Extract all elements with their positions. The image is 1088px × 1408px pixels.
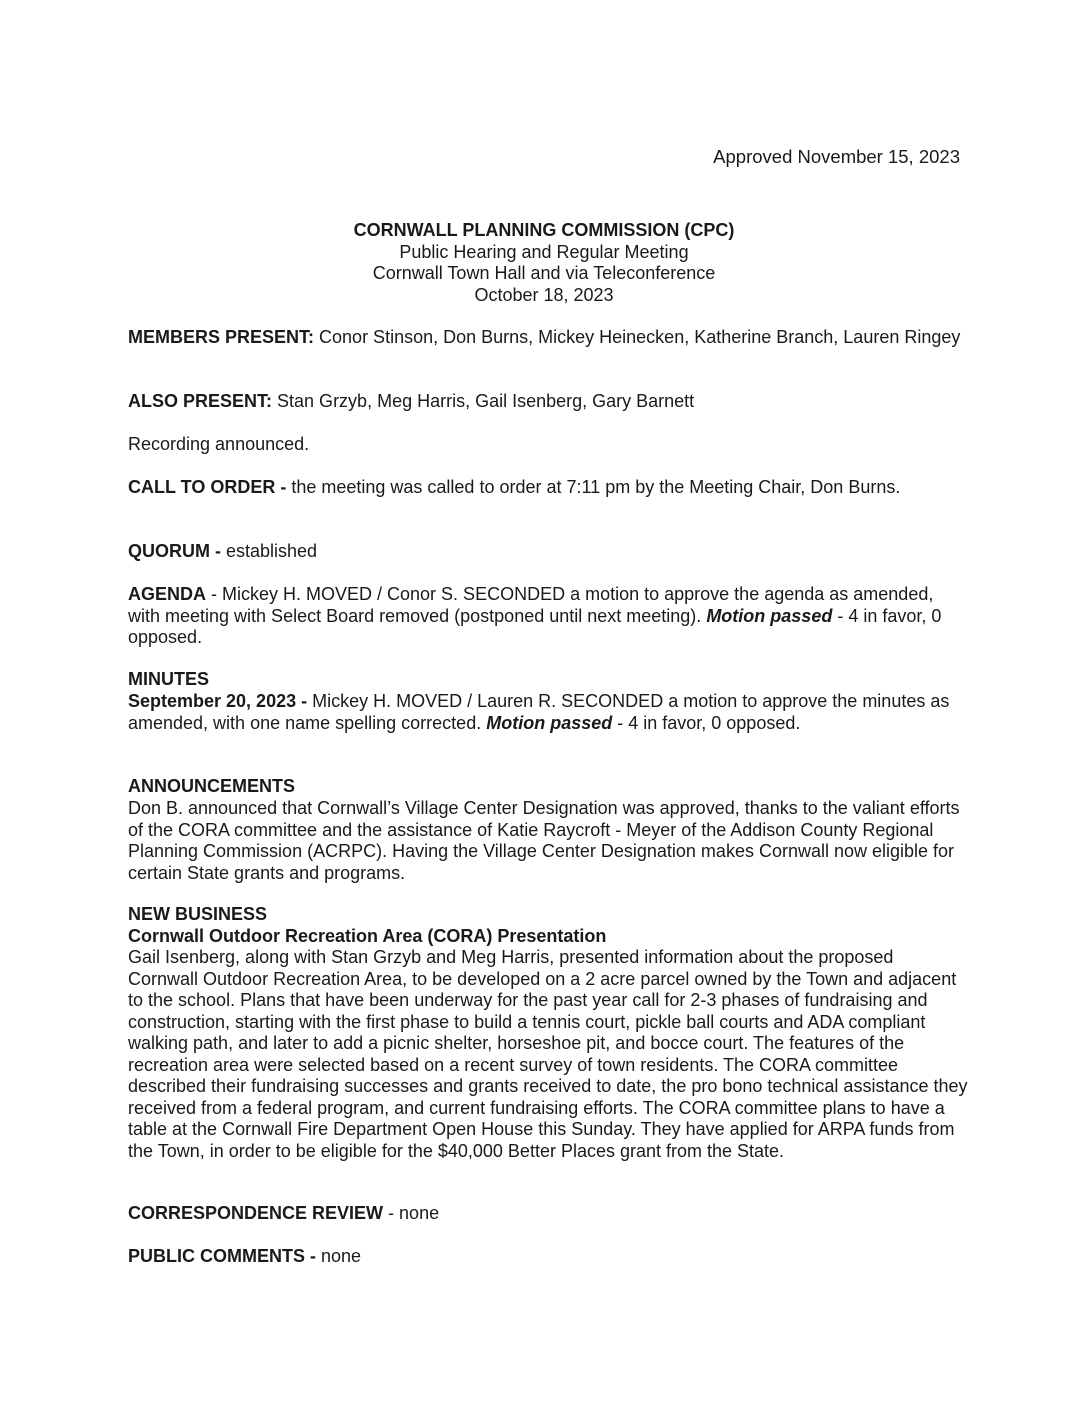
call-to-order-text: the meeting was called to order at 7:11 pm by the Meeting Chair, Don Burns. bbox=[286, 477, 901, 497]
quorum-text: established bbox=[221, 541, 318, 561]
minutes-motion: Motion passed bbox=[486, 712, 613, 733]
cora-presentation-text: Gail Isenberg, along with Stan Grzyb and Meg Harris, presented information about the proposed Cornwall Outdoor Recreation Area, to be developed on a 2 acre parcel owned by the Town and adjacent to the school. Plans that have been underway for the past year call for 2-3 phases of fundraising and construction, starting with the first phase to build a tennis court, pickle ball courts and ADA compliant walking path, and later to add a picnic shelter, horseshoe pit, and bocce court. The features of the recreation area were selected based on a recent survey of town residents. The CORA committee described their fundraising successes and grants received to date, the pro bono technical assistance they received from a federal program, and current fundraising efforts. The CORA committee plans to have a table at the Cornwall Fire Department Open House this Sunday. They have applied for ARPA funds from the Town, in order to be eligible for the $40,000 Better Places grant from the State. bbox=[128, 947, 968, 1161]
minutes-heading: MINUTES bbox=[128, 669, 209, 689]
call-to-order-label: CALL TO ORDER - bbox=[128, 477, 287, 497]
cora-presentation-heading: Cornwall Outdoor Recreation Area (CORA) Presentation bbox=[128, 926, 607, 946]
approval-note: Approved November 15, 2023 bbox=[713, 146, 960, 167]
agenda-label: AGENDA bbox=[128, 584, 207, 604]
minutes-text: Mickey H. MOVED / Lauren R. SECONDED a motion to approve the minutes as amended, with one name spelling corrected. bbox=[128, 691, 950, 733]
correspondence-review bbox=[128, 1203, 968, 1225]
members-present bbox=[128, 327, 968, 349]
announcements-text: Don B. announced that Cornwall’s Village Center Designation was approved, thanks to the valiant efforts of the CORA committee and the assistance of Katie Raycroft - Meyer of the Addison County Regional Planning Commission (ACRPC). Having the Village Center Designation makes Cornwall now eligible for certain State grants and programs. bbox=[128, 798, 960, 883]
minutes-date-label: September 20, 2023 - bbox=[128, 691, 308, 711]
minutes-approval bbox=[128, 691, 968, 734]
agenda-result: - 4 in favor, 0 opposed. bbox=[128, 605, 942, 647]
agenda-text: - Mickey H. MOVED / Conor S. SECONDED a motion to approve the agenda as amended, with meeting with Select Board removed (postponed until next meeting). bbox=[128, 584, 934, 626]
call-to-order bbox=[128, 477, 968, 499]
public-comments-text: none bbox=[316, 1246, 362, 1266]
document-header bbox=[0, 220, 1088, 306]
agenda bbox=[128, 584, 968, 649]
announcements-heading: ANNOUNCEMENTS bbox=[128, 776, 296, 796]
meeting-type: Public Hearing and Regular Meeting bbox=[399, 241, 689, 262]
correspondence-text: - none bbox=[383, 1203, 440, 1223]
members-present-text: Conor Stinson, Don Burns, Mickey Heinecken, Katherine Branch, Lauren Ringey bbox=[314, 327, 961, 347]
also-present-text: Stan Grzyb, Meg Harris, Gail Isenberg, Gary Barnett bbox=[272, 391, 695, 411]
document-title: CORNWALL PLANNING COMMISSION (CPC) bbox=[353, 220, 735, 240]
quorum bbox=[128, 541, 968, 563]
agenda-motion: Motion passed bbox=[706, 605, 833, 626]
public-comments bbox=[128, 1246, 968, 1268]
new-business-heading: NEW BUSINESS bbox=[128, 904, 268, 924]
quorum-label: QUORUM - bbox=[128, 541, 221, 561]
meeting-date: October 18, 2023 bbox=[474, 284, 614, 305]
recording-note: Recording announced. bbox=[128, 434, 310, 454]
meeting-location: Cornwall Town Hall and via Teleconference bbox=[372, 263, 716, 283]
also-present-label: ALSO PRESENT: bbox=[128, 391, 273, 411]
correspondence-label: CORRESPONDENCE REVIEW bbox=[128, 1203, 384, 1223]
public-comments-label: PUBLIC COMMENTS - bbox=[128, 1246, 316, 1266]
also-present bbox=[128, 391, 968, 413]
members-present-label: MEMBERS PRESENT: bbox=[128, 327, 315, 347]
minutes-result: - 4 in favor, 0 opposed. bbox=[612, 712, 801, 733]
